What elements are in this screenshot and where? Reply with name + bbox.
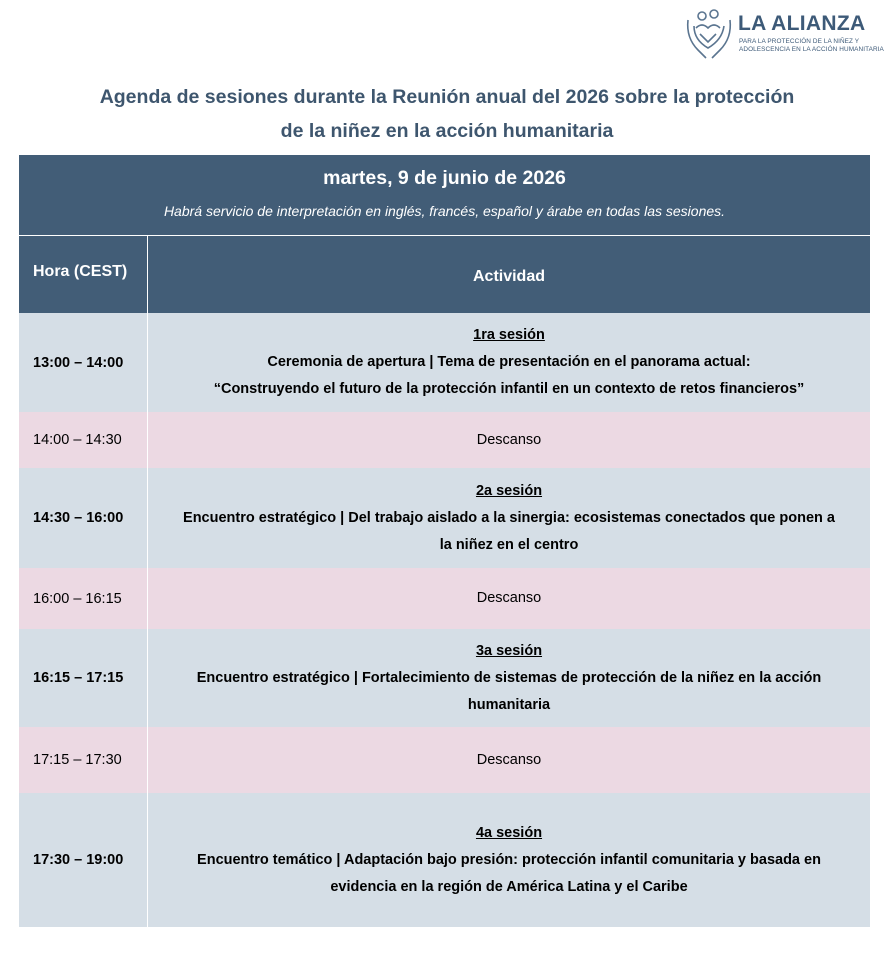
session-line: evidencia en la región de América Latina y el Caribe	[330, 878, 688, 895]
row-time: 14:30 – 16:00	[33, 510, 124, 526]
session-line: Encuentro estratégico | Del trabajo aislado a la sinergia: ecosistemas conectados que ponen a	[183, 509, 835, 526]
row-activity	[147, 629, 870, 727]
hands-children-icon	[684, 8, 734, 62]
row-time: 17:30 – 19:00	[33, 852, 124, 868]
session-line: “Construyendo el futuro de la protección infantil en un contexto de retos financieros”	[213, 381, 805, 397]
session-label: 3a sesión	[475, 642, 543, 659]
session-label: 4a sesión	[475, 824, 543, 841]
session-line: la niñez en el centro	[439, 536, 579, 553]
logo-tagline-1: PARA LA PROTECCIÓN DE LA NIÑEZ Y	[739, 38, 860, 45]
session-line: Encuentro estratégico | Fortalecimiento de sistemas de protección de la niñez en la acción	[196, 669, 822, 686]
page-title-line-1: Agenda de sesiones durante la Reunión anual del 2026 sobre la protección	[99, 86, 795, 108]
row-activity	[147, 793, 870, 927]
time-column-header: Hora (CEST)	[33, 263, 128, 280]
agenda-table	[19, 155, 870, 927]
row-activity: Descanso	[147, 412, 870, 468]
table-row	[19, 468, 870, 568]
row-activity	[147, 313, 870, 412]
table-row	[19, 313, 870, 412]
table-row	[19, 727, 870, 793]
date-banner	[19, 155, 870, 235]
interpretation-note: Habrá servicio de interpretación en inglés, francés, español y árabe en todas las sesiones.	[163, 203, 726, 219]
row-activity: Descanso	[147, 727, 870, 793]
logo-name: LA ALIANZA	[738, 12, 866, 35]
table-row	[19, 629, 870, 727]
logo-tagline-2: ADOLESCENCIA EN LA ACCIÓN HUMANITARIA	[739, 46, 884, 53]
table-row	[19, 793, 870, 927]
row-time: 16:00 – 16:15	[33, 590, 122, 607]
activity-column-header: Actividad	[147, 236, 870, 313]
row-activity: Descanso	[147, 568, 870, 629]
session-line: Encuentro temático | Adaptación bajo presión: protección infantil comunitaria y basada en	[197, 851, 821, 868]
row-time: 13:00 – 14:00	[33, 354, 124, 371]
session-label: 1ra sesión	[473, 327, 545, 343]
row-time: 14:00 – 14:30	[33, 432, 122, 448]
row-time: 16:15 – 17:15	[33, 670, 124, 686]
session-line: humanitaria	[467, 696, 551, 713]
session-label: 2a sesión	[475, 482, 543, 499]
table-row	[19, 568, 870, 629]
page-title-line-2: de la niñez en la acción humanitaria	[280, 120, 614, 142]
alliance-logo	[684, 8, 884, 64]
table-header-row	[19, 235, 870, 313]
session-line: Ceremonia de apertura | Tema de presentación en el panorama actual:	[267, 354, 751, 370]
row-activity	[147, 468, 870, 568]
table-row	[19, 412, 870, 468]
row-time: 17:15 – 17:30	[33, 752, 122, 768]
session-date: martes, 9 de junio de 2026	[323, 167, 566, 189]
